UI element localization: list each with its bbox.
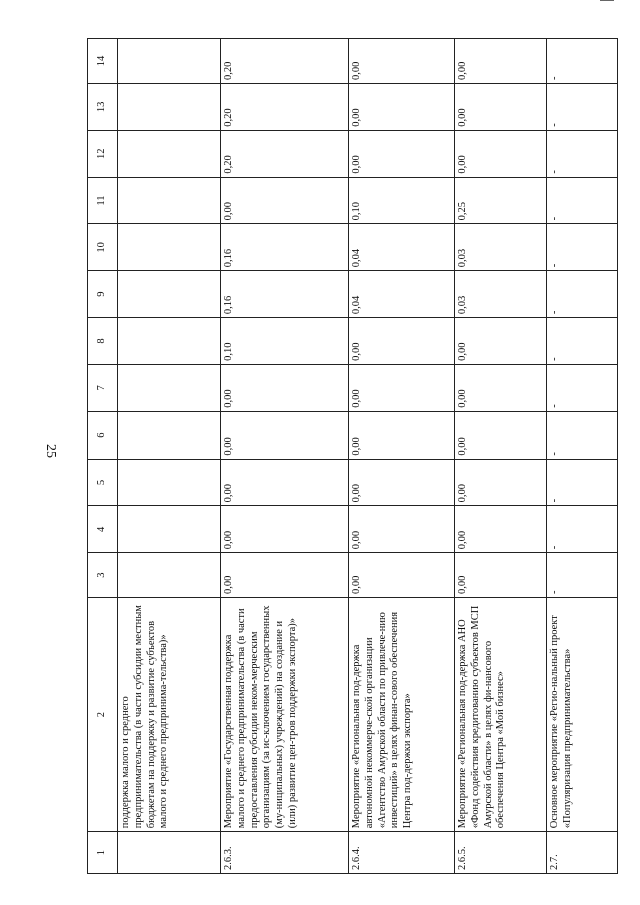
value-cell: 0,00 (221, 411, 349, 459)
value-cell: 0,03 (455, 224, 547, 271)
row-text: поддержка малого и среднего предпринимательства (в части субсидии местным бюджетам на поддержку и развитие субъектов малого и среднего предпринима-тельства)» (118, 598, 221, 832)
value-cell: 0,00 (349, 39, 455, 84)
column-header: 11 (88, 177, 118, 224)
column-header: 2 (88, 598, 118, 832)
value-cell: 0,00 (221, 459, 349, 506)
value-cell: 0,00 (455, 364, 547, 411)
value-cell: 0,20 (221, 83, 349, 130)
column-header: 12 (88, 130, 118, 177)
value-cell: 0,00 (455, 318, 547, 365)
table-row (547, 39, 618, 874)
edge-mark (600, 0, 614, 1)
value-cell: 0,10 (221, 318, 349, 365)
value-cell: 0,16 (221, 271, 349, 318)
row-text: Мероприятие «Государственная поддержка малого и среднего предпринимательства (в части предоставления субсидии неком-мерческим организациям (за ис-ключением государственных (му-ниципальных) учреждений) на создание и (или) развитие цен-тров поддержки экспорта)» (221, 598, 349, 832)
value-cell (118, 459, 221, 506)
value-cell: 0,04 (349, 224, 455, 271)
value-cell: 0,20 (221, 130, 349, 177)
value-cell: 0,00 (455, 130, 547, 177)
column-header: 7 (88, 364, 118, 411)
value-cell (118, 318, 221, 365)
row-code: 2.7. (547, 832, 618, 874)
table-row (349, 39, 455, 874)
value-cell: 0,00 (349, 318, 455, 365)
rotated-table-container (87, 38, 617, 874)
value-cell: 0,03 (455, 271, 547, 318)
value-cell (118, 553, 221, 598)
value-cell: 0,00 (221, 177, 349, 224)
value-cell: 0,00 (349, 364, 455, 411)
data-table (87, 38, 618, 874)
column-header: 5 (88, 459, 118, 506)
value-cell (118, 506, 221, 553)
column-header: 3 (88, 553, 118, 598)
value-cell: - (547, 411, 618, 459)
column-header: 1 (88, 832, 118, 874)
value-cell (118, 271, 221, 318)
value-cell: 0,00 (455, 411, 547, 459)
value-cell (118, 130, 221, 177)
value-cell: 0,10 (349, 177, 455, 224)
value-cell: 0,00 (455, 459, 547, 506)
value-cell (118, 83, 221, 130)
value-cell: - (547, 39, 618, 84)
column-header: 6 (88, 411, 118, 459)
value-cell: 0,25 (455, 177, 547, 224)
row-code: 2.6.4. (349, 832, 455, 874)
column-header: 14 (88, 39, 118, 84)
value-cell: 0,00 (455, 83, 547, 130)
value-cell: 0,00 (349, 83, 455, 130)
value-cell: - (547, 553, 618, 598)
value-cell (118, 39, 221, 84)
value-cell: 0,00 (221, 553, 349, 598)
value-cell: 0,00 (221, 364, 349, 411)
value-cell: - (547, 130, 618, 177)
value-cell: - (547, 83, 618, 130)
value-cell: 0,00 (349, 459, 455, 506)
column-header: 9 (88, 271, 118, 318)
value-cell (118, 364, 221, 411)
row-code: 2.6.5. (455, 832, 547, 874)
value-cell: 0,20 (221, 39, 349, 84)
value-cell: - (547, 224, 618, 271)
value-cell (118, 177, 221, 224)
value-cell: 0,00 (349, 506, 455, 553)
column-header: 10 (88, 224, 118, 271)
row-text: Мероприятие «Региональная под-держка автономной некоммерче-ской организации «Агентство Амурской области по привлече-нию инвестиций» в целях финан-сового обеспечения Центра под-держки экспорта» (349, 598, 455, 832)
table-row (118, 39, 221, 874)
value-cell: 0,00 (455, 553, 547, 598)
page-number: 25 (43, 444, 58, 458)
table-row (455, 39, 547, 874)
value-cell (118, 224, 221, 271)
value-cell: 0,00 (455, 506, 547, 553)
value-cell: 0,04 (349, 271, 455, 318)
value-cell: 0,16 (221, 224, 349, 271)
row-code (118, 832, 221, 874)
value-cell: 0,00 (221, 506, 349, 553)
row-text: Основное мероприятие «Регио-нальный проект «Популяризация предпринимательства» (547, 598, 618, 832)
value-cell: 0,00 (349, 411, 455, 459)
value-cell: - (547, 506, 618, 553)
column-header: 13 (88, 83, 118, 130)
value-cell: - (547, 364, 618, 411)
header-row (88, 39, 118, 874)
value-cell: - (547, 318, 618, 365)
table-row (221, 39, 349, 874)
value-cell: 0,00 (349, 553, 455, 598)
value-cell: - (547, 271, 618, 318)
value-cell: - (547, 177, 618, 224)
row-code: 2.6.3. (221, 832, 349, 874)
value-cell: 0,00 (455, 39, 547, 84)
column-header: 8 (88, 318, 118, 365)
value-cell (118, 411, 221, 459)
column-header: 4 (88, 506, 118, 553)
value-cell: 0,00 (349, 130, 455, 177)
row-text: Мероприятие «Региональная под-держка АНО «Фонд содействия кредитованию субъектов МСП Амурской области» в целях фи-нансового обеспечения Центра «Мой бизнес» (455, 598, 547, 832)
value-cell: - (547, 459, 618, 506)
